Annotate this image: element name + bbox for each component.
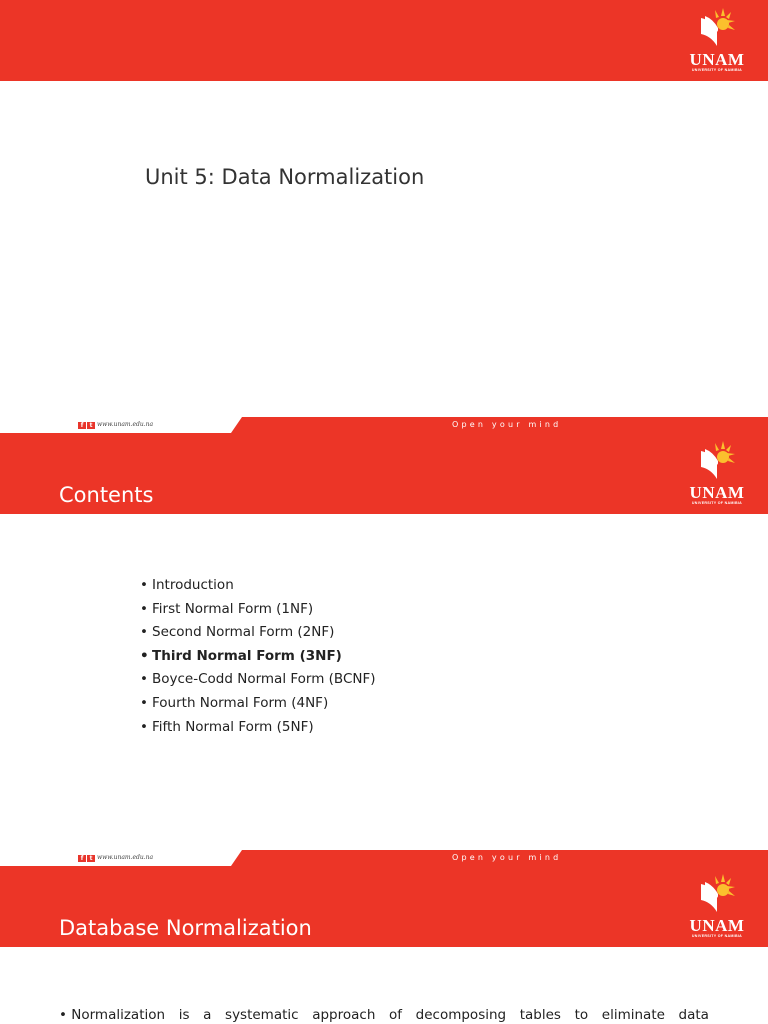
list-item <box>140 574 376 598</box>
list-item-text: Fifth Normal Form (5NF) <box>152 718 314 735</box>
tagline: Open your mind <box>452 420 562 429</box>
footer-url[interactable]: www.unam.edu.na <box>97 421 154 428</box>
bullet-icon: • <box>140 671 148 688</box>
footer-url[interactable]: www.unam.edu.na <box>97 854 154 861</box>
slide-title: Contents <box>59 483 154 507</box>
list-item-text: Introduction <box>152 577 234 593</box>
slide-footer <box>0 417 768 433</box>
sun-book-emblem-icon <box>697 872 737 914</box>
body-word: data <box>678 1007 709 1023</box>
contents-list <box>140 574 376 739</box>
logo-wordmark: UNAM <box>689 50 745 69</box>
bullet-icon: • <box>140 600 148 617</box>
social-icons <box>78 422 95 429</box>
body-word: tables <box>519 1007 561 1023</box>
logo-subtitle: UNIVERSITY OF NAMIBIA <box>691 934 743 938</box>
slide-database-normalization <box>0 866 768 1024</box>
unam-logo <box>686 872 748 942</box>
slide-title: Unit 5: Data Normalization <box>145 165 425 189</box>
list-item <box>140 598 376 622</box>
header-red-band <box>0 0 768 81</box>
body-word: to <box>574 1007 589 1023</box>
bullet-icon: • <box>140 718 148 735</box>
twitter-icon[interactable]: t <box>87 855 95 862</box>
logo-wordmark: UNAM <box>689 483 745 502</box>
body-word: decomposing <box>415 1007 507 1023</box>
unam-logo <box>686 439 748 509</box>
list-item <box>140 692 376 716</box>
facebook-icon[interactable]: f <box>78 855 86 862</box>
logo-subtitle: UNIVERSITY OF NAMIBIA <box>691 68 743 72</box>
logo-wordmark: UNAM <box>689 916 745 935</box>
slide-title-page <box>0 0 768 433</box>
body-word: a <box>203 1007 212 1023</box>
social-icons <box>78 855 95 862</box>
facebook-icon[interactable]: f <box>78 422 86 429</box>
list-item-text: Third Normal Form (3NF) <box>152 647 342 664</box>
bullet-icon: • <box>140 624 148 641</box>
slide-contents <box>0 433 768 866</box>
bullet-icon: • <box>140 577 148 593</box>
body-word: • Normalization <box>59 1007 166 1023</box>
twitter-icon[interactable]: t <box>87 422 95 429</box>
unam-logo <box>686 6 748 76</box>
list-item <box>140 716 376 740</box>
body-word: systematic <box>225 1007 299 1023</box>
body-word: eliminate <box>601 1007 665 1023</box>
slide-footer <box>0 850 768 866</box>
list-item-text: Fourth Normal Form (4NF) <box>152 694 329 711</box>
body-paragraph <box>59 1007 709 1023</box>
list-item-text: First Normal Form (1NF) <box>152 600 314 617</box>
list-item <box>140 645 376 669</box>
body-word: of <box>389 1007 403 1023</box>
body-word: approach <box>312 1007 376 1023</box>
logo-subtitle: UNIVERSITY OF NAMIBIA <box>691 501 743 505</box>
bullet-icon: • <box>140 647 149 664</box>
slide-title: Database Normalization <box>59 916 312 940</box>
list-item <box>140 668 376 692</box>
list-item-text: Boyce-Codd Normal Form (BCNF) <box>152 671 376 688</box>
bullet-icon: • <box>140 694 148 711</box>
sun-book-emblem-icon <box>697 6 737 48</box>
sun-book-emblem-icon <box>697 439 737 481</box>
list-item <box>140 621 376 645</box>
list-item-text: Second Normal Form (2NF) <box>152 624 335 641</box>
body-word: is <box>178 1007 190 1023</box>
tagline: Open your mind <box>452 853 562 862</box>
